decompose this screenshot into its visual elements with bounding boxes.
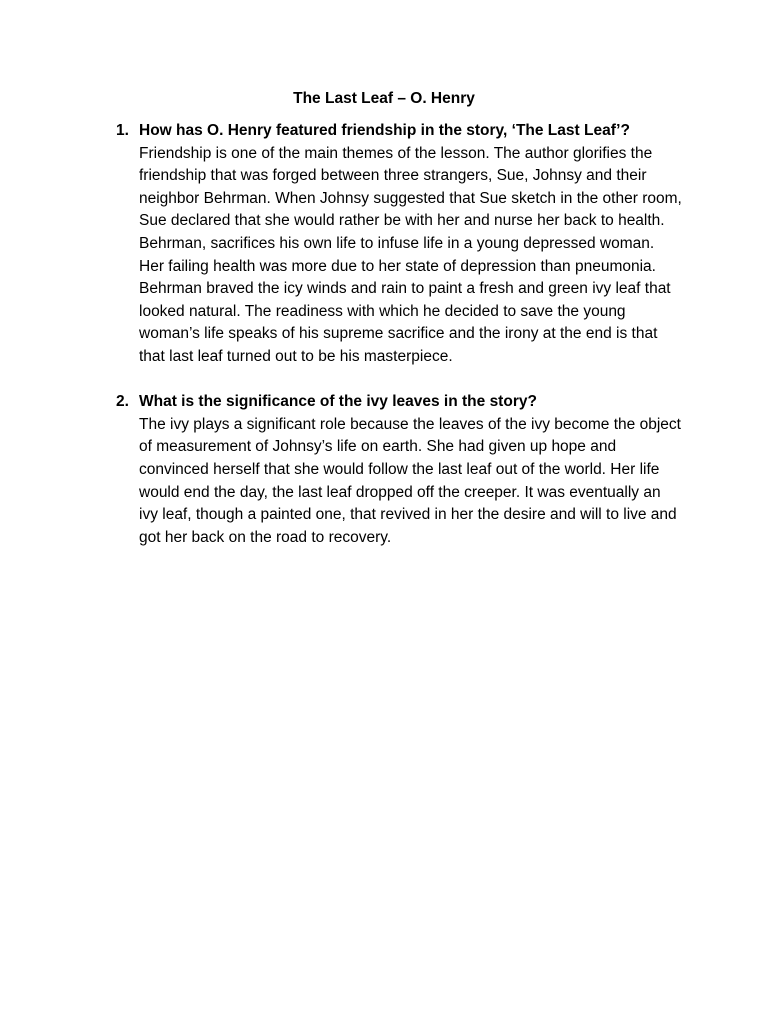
- answer-text: Friendship is one of the main themes of the lesson. The author glorifies the friendship that was forged between three strangers, Sue, Johnsy and their neighbor Behrman. When Johnsy suggested that Sue sketch in the other room, Sue declared that she would rather be with her and nurse her back to health. Behrman, sacrifices his own life to infuse life in a young depressed woman. Her failing health was more due to her state of depression than pneumonia. Behrman braved the icy winds and rain to paint a fresh and green ivy leaf that looked natural. The readiness with which he decided to save the young woman’s life speaks of his supreme sacrifice and the irony at the end is that that last leaf turned out to be his masterpiece.: [139, 144, 682, 365]
- question-list: [112, 120, 682, 549]
- question-number: 1.: [116, 122, 129, 139]
- answer-text: The ivy plays a significant role because the leaves of the ivy become the object of measurement of Johnsy’s life on earth. She had given up hope and convinced herself that she would follow the last leaf out of the world. Her life would end the day, the last leaf dropped off the creeper. It was eventually an ivy leaf, though a painted one, that revived in her the desire and will to live and got her back on the road to recovery.: [139, 415, 681, 546]
- document-title: The Last Leaf – O. Henry: [293, 90, 475, 107]
- question-text: How has O. Henry featured friendship in the story, ‘The Last Leaf’?: [139, 122, 630, 139]
- question-item: [112, 391, 682, 549]
- question-text: What is the significance of the ivy leaves in the story?: [139, 393, 537, 411]
- question-item: [112, 120, 682, 369]
- question-number: 2.: [116, 393, 129, 411]
